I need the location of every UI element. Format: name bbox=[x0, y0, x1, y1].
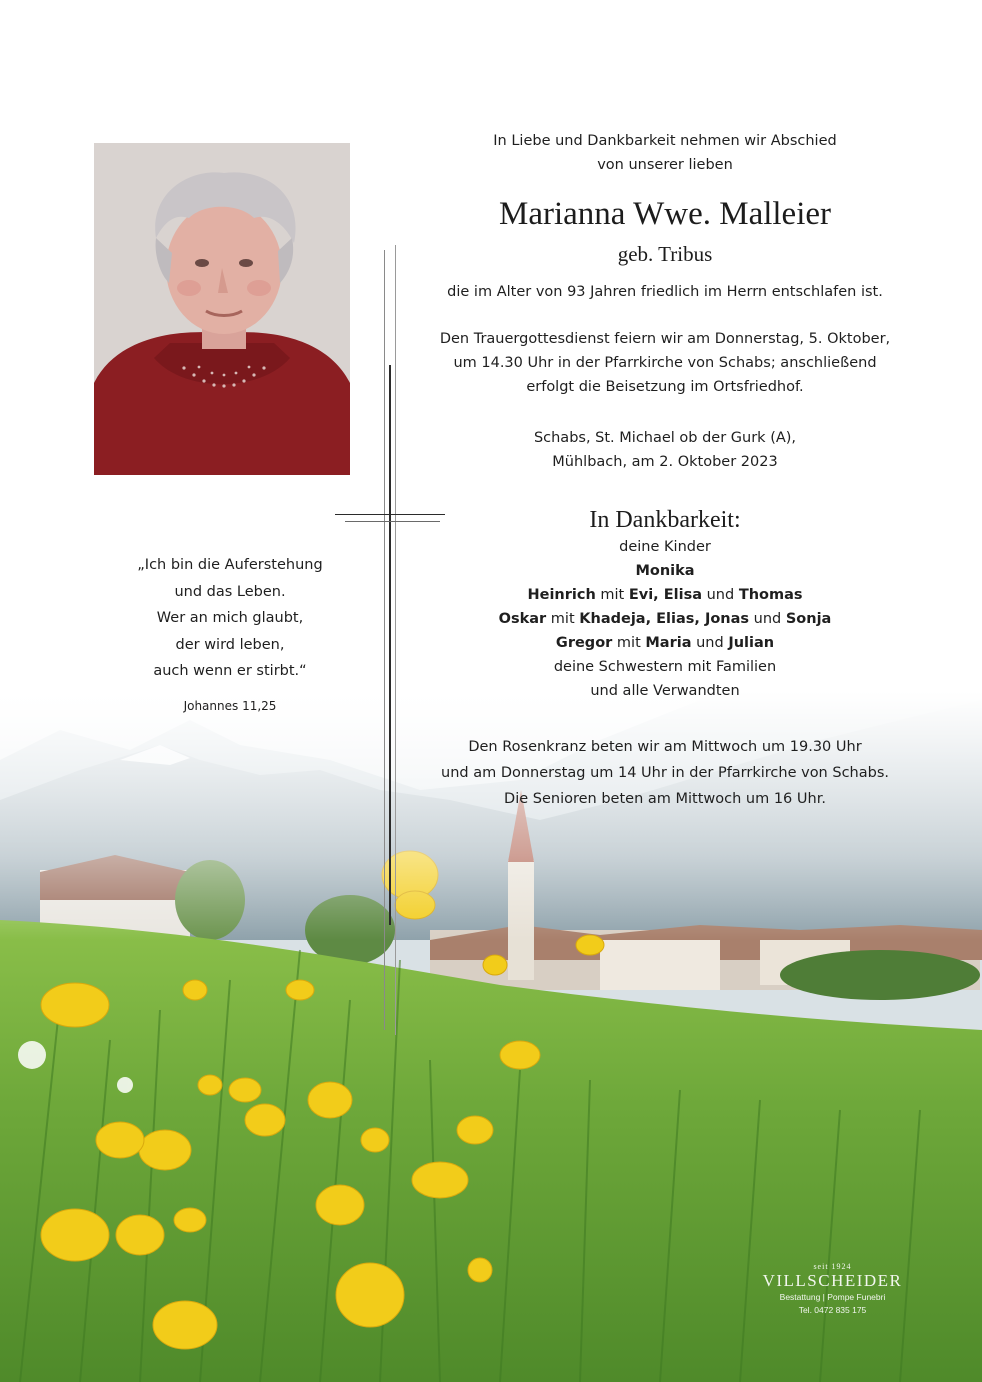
quote-line: auch wenn er stirbt.“ bbox=[153, 663, 307, 679]
bible-quote bbox=[120, 552, 340, 685]
rosary-line: Den Rosenkranz beten wir am Mittwoch um 19.30 Uhr bbox=[468, 739, 862, 755]
family-member: Gregor mit Maria und Julian bbox=[555, 635, 775, 651]
rosary-info bbox=[405, 734, 925, 812]
family-member: Heinrich mit Evi, Elisa und Thomas bbox=[527, 587, 803, 603]
intro-text bbox=[425, 129, 905, 177]
family-member: Oskar mit Khadeja, Elias, Jonas und Sonja bbox=[498, 611, 832, 627]
place-date bbox=[455, 426, 875, 474]
place-line: Schabs, St. Michael ob der Gurk (A), bbox=[533, 430, 797, 446]
deceased-name: Marianna Wwe. Malleier bbox=[499, 196, 831, 232]
intro-line: In Liebe und Dankbarkeit nehmen wir Abschied bbox=[493, 133, 837, 149]
date-line: Mühlbach, am 2. Oktober 2023 bbox=[552, 454, 778, 470]
rosary-line: und am Donnerstag um 14 Uhr in der Pfarrkirche von Schabs. bbox=[441, 765, 889, 781]
intro-line: von unserer lieben bbox=[597, 157, 733, 173]
service-info bbox=[405, 327, 925, 399]
logo-since: seit 1924 bbox=[813, 1262, 852, 1271]
quote-line: und das Leben. bbox=[174, 583, 286, 600]
family-member: Monika bbox=[635, 563, 695, 579]
sisters-line: deine Schwestern mit Familien bbox=[553, 659, 777, 675]
logo-name: VILLSCHEIDER bbox=[762, 1271, 903, 1290]
service-line: erfolgt die Beisetzung im Ortsfriedhof. bbox=[526, 379, 804, 395]
family-list bbox=[425, 535, 905, 703]
children-label: deine Kinder bbox=[619, 539, 711, 555]
rosary-line: Die Senioren beten am Mittwoch um 16 Uhr. bbox=[504, 791, 826, 807]
portrait-photo bbox=[94, 143, 350, 475]
logo-phone: Tel. 0472 835 175 bbox=[798, 1305, 867, 1315]
quote-source: Johannes 11,25 bbox=[183, 699, 277, 713]
thanks-heading: In Dankbarkeit: bbox=[589, 507, 741, 533]
funeral-home-logo bbox=[745, 1262, 920, 1317]
quote-line: der wird leben, bbox=[175, 636, 285, 653]
logo-sub: Bestattung | Pompe Funebri bbox=[779, 1292, 886, 1302]
service-line: um 14.30 Uhr in der Pfarrkirche von Schabs; anschließend bbox=[453, 355, 877, 371]
birth-name: geb. Tribus bbox=[617, 242, 713, 266]
age-line: die im Alter von 93 Jahren friedlich im Herrn entschlafen ist. bbox=[447, 284, 883, 300]
quote-line: Wer an mich glaubt, bbox=[156, 610, 304, 626]
relatives-line: und alle Verwandten bbox=[590, 683, 740, 699]
quote-line: „Ich bin die Auferstehung bbox=[137, 557, 323, 573]
service-line: Den Trauergottesdienst feiern wir am Donnerstag, 5. Oktober, bbox=[439, 331, 891, 347]
